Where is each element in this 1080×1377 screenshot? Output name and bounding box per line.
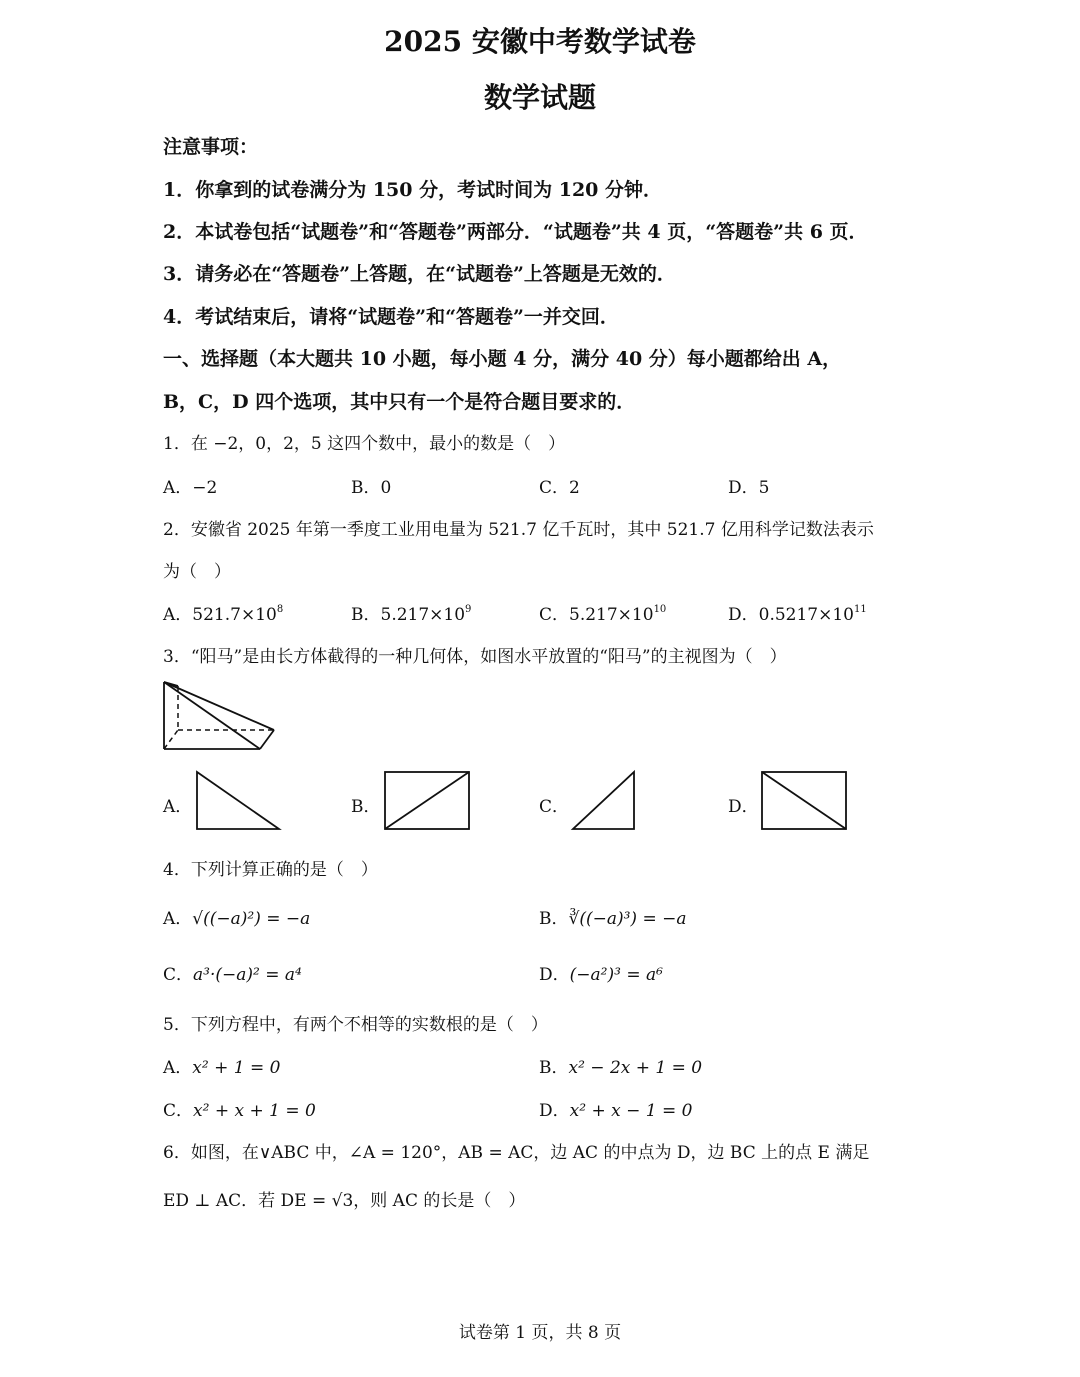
q2-option-d: D．$0.5217\times 10^{11}$ xyxy=(728,604,867,625)
q4-stem: 4．下列计算正确的是（ ） xyxy=(163,860,378,880)
exam-subtitle: 数学试题 xyxy=(483,81,596,114)
q2-stem-line2: 为（ ） xyxy=(163,562,231,582)
q4-option-d: D．(−a²)³ = a⁶ xyxy=(539,965,663,985)
notice-item-3: 3．请务必在“答题卷”上答题，在“试题卷”上答题是无效的． xyxy=(163,263,676,285)
notice-item-1: 1．你拿到的试卷满分为 150 分，考试时间为 120 分钟． xyxy=(163,179,663,201)
q1-option-b: B．0 xyxy=(351,478,392,498)
q5-option-b: B．x² − 2x + 1 = 0 xyxy=(539,1058,703,1078)
q5-stem: 5．下列方程中，有两个不相等的实数根的是（ ） xyxy=(163,1015,548,1035)
q1-stem: 1．在 −2，0，2，5 这四个数中，最小的数是（ ） xyxy=(163,434,566,454)
q3-option-c-label: C． xyxy=(539,797,570,817)
q3-option-b-label: B． xyxy=(351,797,381,817)
section-heading-line2: B，C，D 四个选项，其中只有一个是符合题目要求的． xyxy=(163,391,636,413)
yangma-solid-figure xyxy=(160,678,280,754)
q1-option-d: D．5 xyxy=(728,478,770,498)
q3-option-c-figure xyxy=(570,770,640,832)
exam-title: 2025 安徽中考数学试卷 xyxy=(384,25,696,58)
q1-option-a: A．−2 xyxy=(163,478,218,498)
q3-option-a-figure xyxy=(194,770,284,832)
q3-option-a-label: A． xyxy=(163,797,193,817)
q3-option-d-label: D． xyxy=(728,797,759,817)
q4-option-c: C．a³·(−a)² = a⁴ xyxy=(163,965,302,985)
notice-item-4: 4．考试结束后，请将“试题卷”和“答题卷”一并交回． xyxy=(163,306,619,328)
q1-option-c: C．2 xyxy=(539,478,580,498)
notice-heading: 注意事项： xyxy=(163,136,259,158)
q2-option-c: C．$5.217\times 10^{10}$ xyxy=(539,604,667,625)
q3-stem: 3．“阳马”是由长方体截得的一种几何体，如图水平放置的“阳马”的主视图为（ ） xyxy=(163,647,787,667)
page-footer: 试卷第 1 页，共 8 页 xyxy=(458,1323,622,1343)
q4-option-b: B．∛((−a)³) = −a xyxy=(539,909,687,929)
q4-option-a: A．√((−a)²) = −a xyxy=(163,909,311,929)
q3-option-b-figure xyxy=(382,770,472,832)
q5-option-d: D．x² + x − 1 = 0 xyxy=(539,1101,693,1121)
q5-option-a: A．x² + 1 = 0 xyxy=(163,1058,281,1078)
q3-option-d-figure xyxy=(759,770,849,832)
q5-option-c: C．x² + x + 1 = 0 xyxy=(163,1101,316,1121)
q6-stem-line1: 6．如图，在∨ABC 中，∠A = 120°，AB = AC，边 AC 的中点为 D，边 BC 上的点 E 满足 xyxy=(163,1143,870,1163)
q2-option-b: B．$5.217\times 10^9$ xyxy=(351,604,472,625)
q6-stem-line2: ED ⊥ AC．若 DE = √3，则 AC 的长是（ ） xyxy=(163,1191,526,1211)
notice-item-2: 2．本试卷包括“试题卷”和“答题卷”两部分．“试题卷”共 4 页，“答题卷”共 6 页． xyxy=(163,221,868,243)
section-heading-line1: 一、选择题（本大题共 10 小题，每小题 4 分，满分 40 分）每小题都给出 A， xyxy=(163,348,842,370)
q2-option-a: A．$521.7\times 10^8$ xyxy=(163,604,284,625)
q2-stem-line1: 2．安徽省 2025 年第一季度工业用电量为 521.7 亿千瓦时，其中 521.7 亿用科学记数法表示 xyxy=(163,520,874,540)
